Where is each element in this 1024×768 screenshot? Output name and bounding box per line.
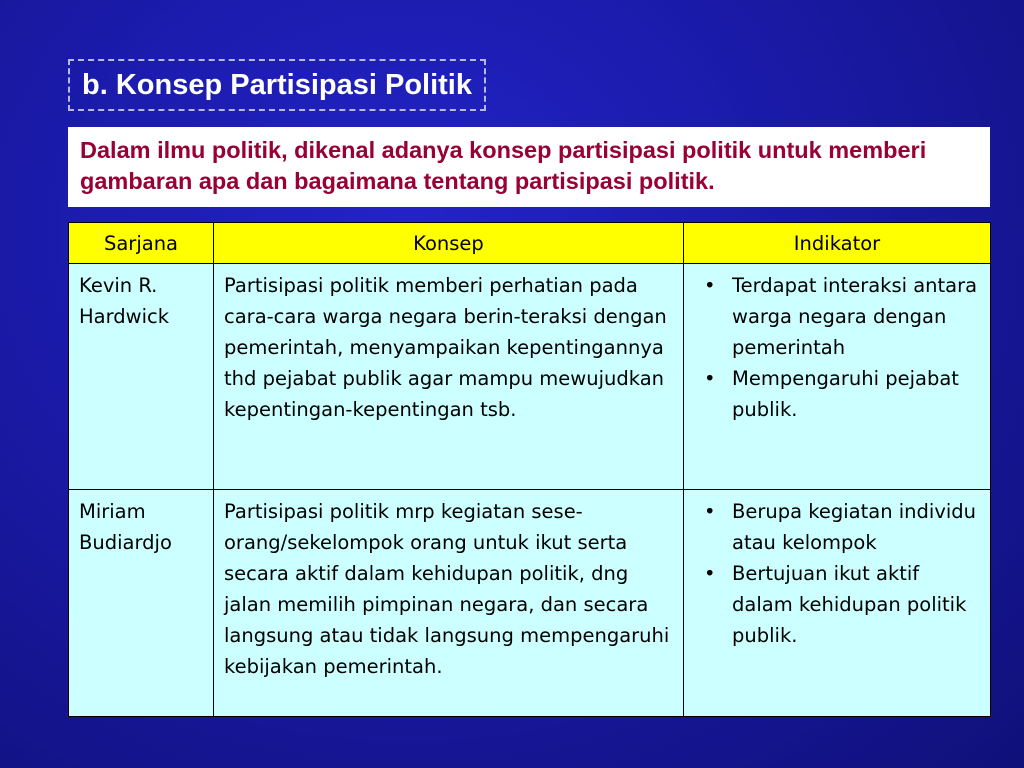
indikator-cell — [684, 490, 991, 717]
table-row — [69, 490, 991, 717]
concept-table — [68, 222, 991, 717]
indikator-list — [694, 496, 980, 651]
header-indikator: Indikator — [684, 223, 991, 264]
intro-text: Dalam ilmu politik, dikenal adanya konsep partisipasi politik untuk memberi gambaran apa dan bagaimana tentang partisipasi politik. — [80, 137, 927, 194]
konsep-cell: Partisipasi politik mrp kegiatan sese-orang/sekelompok orang untuk ikut serta secara aktif dalam kehidupan politik, dng jalan memilih pimpinan negara, dan secara langsung atau tidak langsung mempengaruhi kebijakan pemerintah. — [214, 490, 684, 717]
konsep-cell: Partisipasi politik memberi perhatian pada cara-cara warga negara berin-teraksi dengan pemerintah, menyampaikan kepentingannya thd pejabat publik agar mampu mewujudkan kepentingan-kepentingan tsb. — [214, 264, 684, 490]
intro-box — [68, 127, 990, 207]
header-sarjana: Sarjana — [69, 223, 214, 264]
slide-title: b. Konsep Partisipasi Politik — [82, 68, 472, 101]
sarjana-cell: Miriam Budiardjo — [69, 490, 214, 717]
slide-title-box — [68, 59, 486, 111]
header-konsep: Konsep — [214, 223, 684, 264]
indikator-item: • Mempengaruhi pejabat publik. — [694, 363, 980, 425]
indikator-cell — [684, 264, 991, 490]
indikator-list — [694, 270, 980, 425]
sarjana-cell: Kevin R. Hardwick — [69, 264, 214, 490]
table-header-row — [69, 223, 991, 264]
indikator-item: • Terdapat interaksi antara warga negara dengan pemerintah — [694, 270, 980, 363]
indikator-item: • Berupa kegiatan individu atau kelompok — [694, 496, 980, 558]
table-row — [69, 264, 991, 490]
indikator-item: • Bertujuan ikut aktif dalam kehidupan politik publik. — [694, 558, 980, 651]
